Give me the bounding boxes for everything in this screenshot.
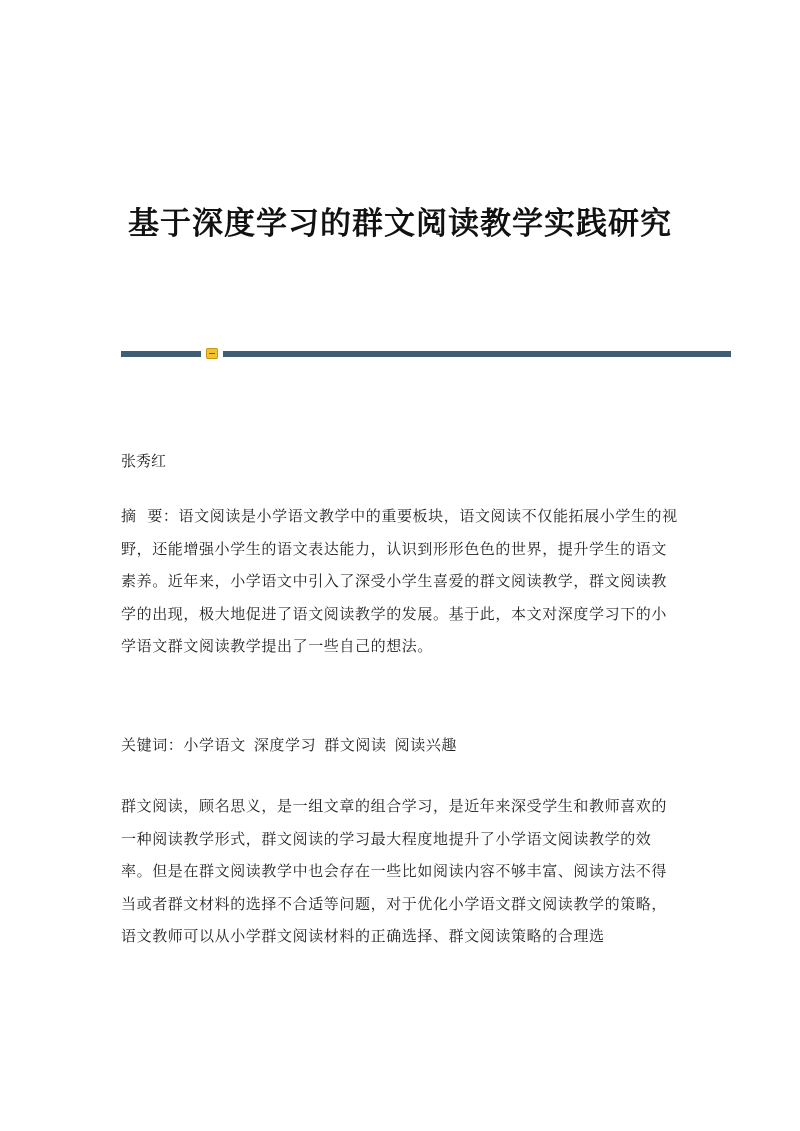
abstract-paragraph bbox=[121, 500, 681, 663]
keyword-item: 深度学习 bbox=[253, 736, 317, 754]
divider-ornament-icon bbox=[206, 348, 218, 359]
abstract-label: 摘 要： bbox=[121, 507, 179, 525]
keywords-label: 关键词： bbox=[121, 736, 184, 754]
divider-bar-right bbox=[223, 351, 731, 357]
author-name: 张秀红 bbox=[121, 452, 167, 470]
keywords-line bbox=[121, 729, 681, 762]
abstract-text: 语文阅读是小学语文教学中的重要板块，语文阅读不仅能拓展小学生的视野，还能增强小学生的语文表达能力，认识到形形色色的世界，提升学生的语文素养。近年来，小学语文中引入了深受小学生喜爱的群文阅读教学，群文阅读教学的出现，极大地促进了语文阅读教学的发展。基于此，本文对深度学习下的小学语文群文阅读教学提出了一些自己的想法。 bbox=[121, 507, 678, 655]
body-paragraph: 群文阅读，顾名思义，是一组文章的组合学习，是近年来深受学生和教师喜欢的一种阅读教学形式，群文阅读的学习最大程度地提升了小学语文阅读教学的效率。但是在群文阅读教学中也会存在一些比如阅读内容不够丰富、阅读方法不得当或者群文材料的选择不合适等问题，对于优化小学语文群文阅读教学的策略，语文教师可以从小学群文阅读材料的正确选择、群文阅读策略的合理选 bbox=[121, 797, 668, 945]
document-title: 基于深度学习的群文阅读教学实践研究 bbox=[128, 206, 672, 242]
keyword-item: 阅读兴趣 bbox=[394, 736, 458, 754]
divider-bar-left bbox=[121, 351, 201, 357]
keyword-item: 小学语文 bbox=[183, 736, 246, 754]
title-divider bbox=[121, 348, 731, 358]
keyword-item: 群文阅读 bbox=[324, 736, 387, 754]
